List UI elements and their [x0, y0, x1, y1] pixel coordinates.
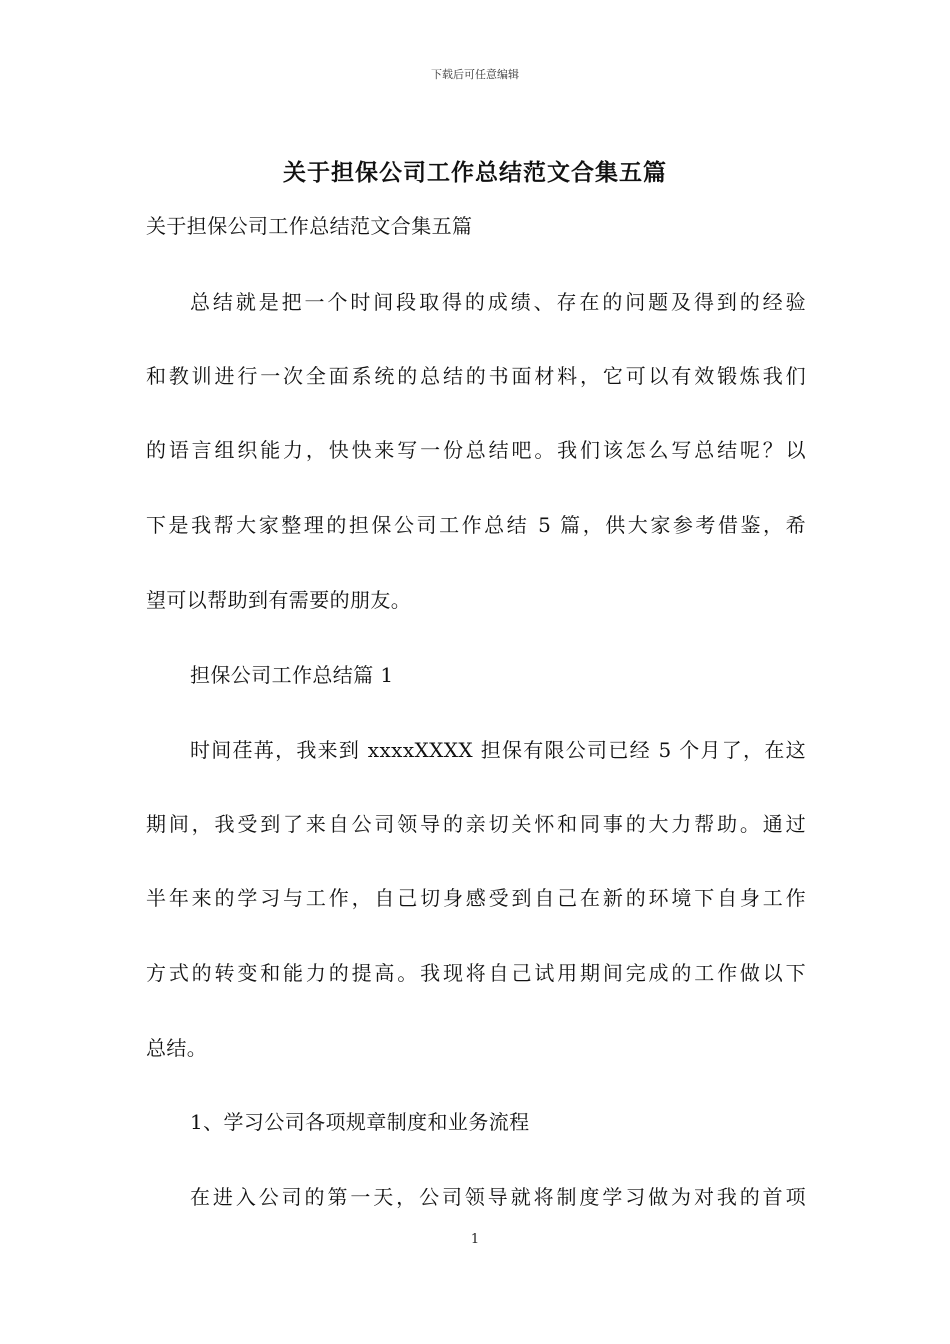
paragraph-line: 总结就是把一个时间段取得的成绩、存在的问题及得到的经验 [190, 290, 806, 314]
page-number: 1 [470, 1232, 480, 1247]
paragraph-line: 时间荏苒，我来到 xxxxXXXX 担保有限公司已经 5 个月了，在这 [190, 738, 806, 762]
paragraph-line: 下是我帮大家整理的担保公司工作总结 5 篇，供大家参考借鉴，希 [146, 513, 806, 537]
section-heading: 担保公司工作总结篇 1 [190, 663, 394, 687]
paragraph-line: 望可以帮助到有需要的朋友。 [146, 588, 412, 612]
paragraph-line: 和教训进行一次全面系统的总结的书面材料，它可以有效锻炼我们 [146, 364, 806, 388]
paragraph-line: 的语言组织能力，快快来写一份总结吧。我们该怎么写总结呢？以 [146, 438, 806, 462]
document-title: 关于担保公司工作总结范文合集五篇 [283, 159, 667, 186]
document-subtitle: 关于担保公司工作总结范文合集五篇 [146, 214, 473, 238]
section-heading: 1、学习公司各项规章制度和业务流程 [190, 1110, 530, 1134]
header-note: 下载后可任意编辑 [431, 68, 519, 81]
paragraph-line: 方式的转变和能力的提高。我现将自己试用期间完成的工作做以下 [146, 961, 806, 985]
paragraph-line: 在进入公司的第一天，公司领导就将制度学习做为对我的首项 [190, 1185, 806, 1209]
paragraph-line: 期间，我受到了来自公司领导的亲切关怀和同事的大力帮助。通过 [146, 812, 806, 836]
paragraph-line: 半年来的学习与工作，自己切身感受到自己在新的环境下自身工作 [146, 886, 806, 910]
paragraph-line: 总结。 [146, 1036, 208, 1060]
